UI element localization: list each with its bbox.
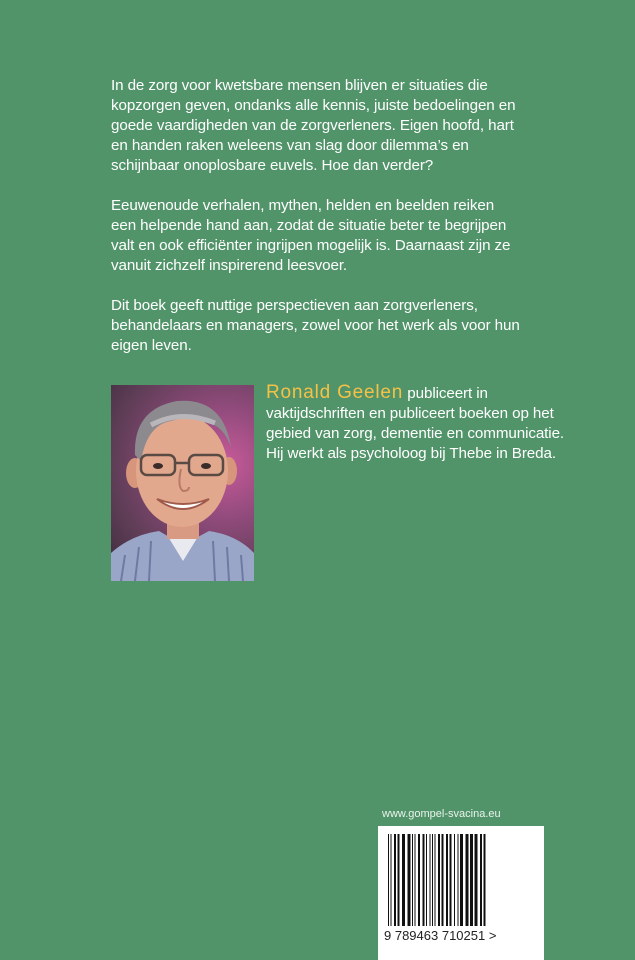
barcode-bar <box>430 834 431 926</box>
isbn-digits: 9 789463 710251 > <box>384 928 497 943</box>
barcode-bar <box>454 834 455 926</box>
back-cover-blurb <box>111 76 521 376</box>
author-name: Ronald Geelen <box>266 382 404 403</box>
barcode-bar <box>450 834 452 926</box>
publisher-url[interactable]: www.gompel-svacina.eu <box>382 808 501 820</box>
barcode-bar <box>432 834 433 926</box>
barcode-bar <box>435 834 436 926</box>
barcode-bar <box>423 834 425 926</box>
barcode-bar <box>458 834 459 926</box>
barcode-bar <box>426 834 427 926</box>
barcode-bar <box>442 834 444 926</box>
barcode-bar <box>484 834 486 926</box>
barcode-bar <box>470 834 473 926</box>
barcode-bars <box>386 834 536 926</box>
author-bio <box>266 383 566 464</box>
barcode-bar <box>446 834 448 926</box>
isbn-barcode <box>378 826 544 960</box>
barcode-bar <box>480 834 482 926</box>
barcode-bar <box>438 834 440 926</box>
author-photo <box>111 385 254 581</box>
barcode-bar <box>418 834 420 926</box>
barcode-bar <box>415 834 416 926</box>
barcode-bar <box>391 834 392 926</box>
barcode-bar <box>475 834 478 926</box>
barcode-bar <box>398 834 400 926</box>
barcode-bar <box>402 834 405 926</box>
barcode-bar <box>408 834 411 926</box>
barcode-bar <box>394 834 396 926</box>
barcode-bar <box>388 834 389 926</box>
blurb-paragraph-1: In de zorg voor kwetsbare mensen blijven er situaties die kopzorgen geven, ondanks alle kennis, juiste bedoelingen en goede vaardigheden van de zorgverleners. Eigen hoofd, hart en handen raken weleens van slag door dilemma’s en schijnbaar onoplosbare euvels. Hoe dan verder? <box>111 77 516 174</box>
barcode-bar <box>412 834 413 926</box>
barcode-bar <box>466 834 469 926</box>
blurb-paragraph-2: Eeuwenoude verhalen, mythen, helden en beelden reiken een helpende hand aan, zodat de situatie beter te begrijpen valt en ook efficiënter ingrijpen mogelijk is. Daarnaast zijn ze vanuit zichzelf inspirerend leesvoer. <box>111 197 511 274</box>
author-portrait-illustration <box>111 385 254 581</box>
barcode-bar <box>460 834 463 926</box>
author-bio-text: publiceert in vaktijdschriften en publiceert boeken op het gebied van zorg, dementie en communicatie. Hij werkt als psycholoog bij Thebe in Breda. <box>266 385 565 462</box>
blurb-paragraph-3: Dit boek geeft nuttige perspectieven aan zorgverleners, behandelaars en managers, zowel voor het werk als voor hun eigen leven. <box>111 297 520 354</box>
